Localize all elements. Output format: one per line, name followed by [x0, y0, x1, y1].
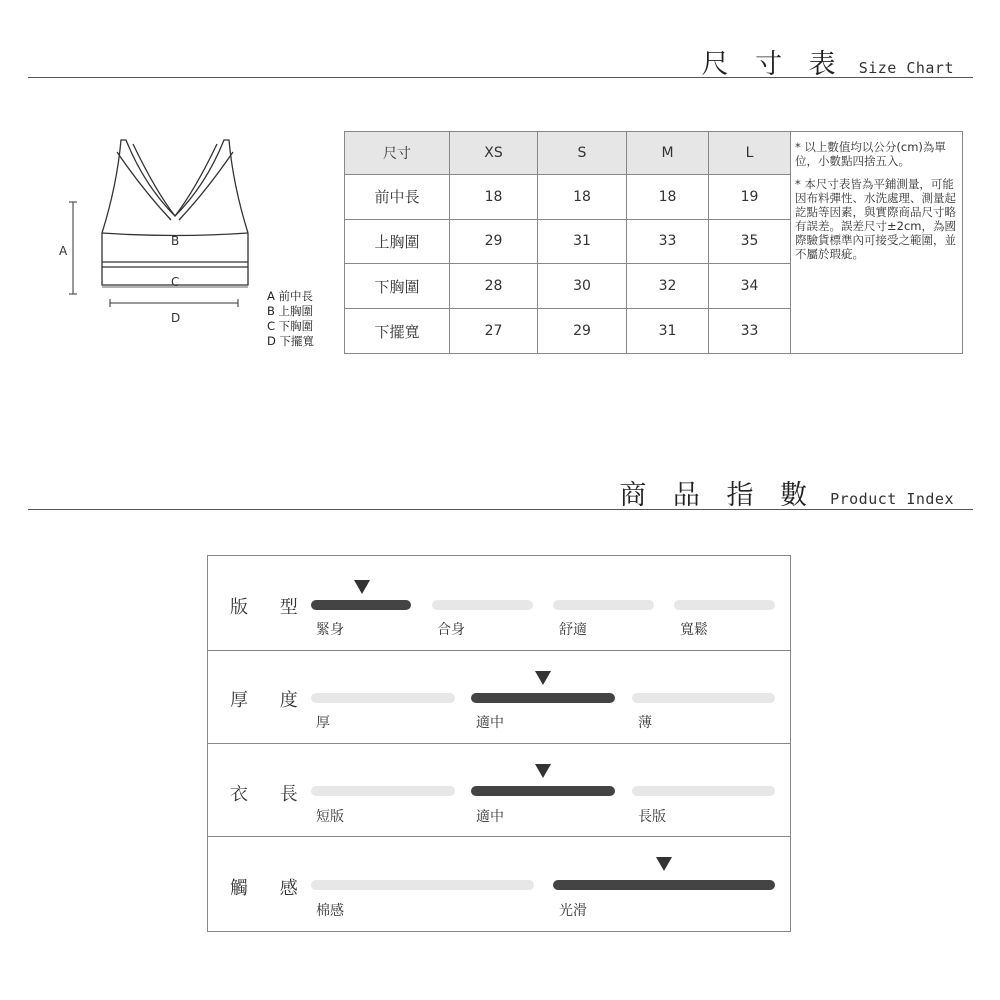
product-index-subtitle: Product Index [830, 490, 954, 508]
note-units: * 以上數值均以公分(cm)為單位，小數點四捨五入。 [795, 140, 946, 168]
index-option-label: 合身 [437, 622, 465, 638]
index-option-label: 厚 [316, 715, 330, 731]
diagram-label-b: B [171, 234, 180, 248]
table-cell: 18 [538, 174, 627, 219]
table-header-cell: XS [450, 132, 538, 175]
table-row [345, 264, 791, 309]
index-bar [432, 600, 533, 610]
index-bar [311, 786, 455, 796]
diagram-label-a: A [59, 244, 68, 258]
table-cell: 29 [450, 219, 538, 264]
index-option-label: 薄 [638, 715, 652, 731]
product-index-divider [28, 509, 973, 510]
table-header-cell: S [538, 132, 627, 175]
index-row-name: 厚 度 [230, 690, 311, 711]
index-row-texture [208, 837, 790, 931]
selected-marker-icon [535, 764, 551, 778]
index-row-name: 觸 感 [230, 878, 311, 899]
legend-item: A 前中長 [267, 289, 314, 303]
product-index-header [619, 473, 954, 512]
diagram-label-c: C [171, 275, 180, 289]
table-header-row [345, 132, 791, 175]
index-bar [311, 693, 455, 703]
table-cell: 31 [538, 219, 627, 264]
table-cell: 33 [627, 219, 709, 264]
index-bar-selected [471, 693, 615, 703]
size-chart-divider [28, 77, 973, 78]
index-bar-selected [553, 880, 775, 890]
index-option-label: 適中 [476, 715, 504, 731]
index-option-label: 舒適 [559, 622, 587, 638]
index-option-label: 緊身 [316, 622, 344, 638]
index-option-label: 寬鬆 [680, 622, 708, 638]
table-cell: 35 [709, 219, 791, 264]
size-chart-header [702, 42, 954, 81]
table-cell: 32 [627, 264, 709, 309]
index-bar [311, 880, 534, 890]
table-cell: 33 [709, 309, 791, 354]
table-cell: 27 [450, 309, 538, 354]
table-row [345, 174, 791, 219]
size-chart-subtitle: Size Chart [858, 59, 954, 77]
index-option-label: 光滑 [559, 903, 587, 919]
selected-marker-icon [354, 580, 370, 594]
table-cell: 34 [709, 264, 791, 309]
diagram-legend [267, 289, 314, 349]
table-header-cell: M [627, 132, 709, 175]
table-cell: 28 [450, 264, 538, 309]
table-row [345, 219, 791, 264]
diagram-label-d: D [171, 311, 181, 325]
note-tolerance: * 本尺寸表皆為平鋪測量，可能因布料彈性、水洗處理、測量起訖點等因素，與實際商品尺寸略有誤差。誤差尺寸±2cm，為國際驗貨標準內可接受之範圍，並不屬於瑕疵。 [795, 177, 956, 261]
index-bar [553, 600, 654, 610]
table-cell: 31 [627, 309, 709, 354]
product-index-panel [207, 555, 791, 932]
legend-item: B 上胸圍 [267, 304, 314, 318]
table-header-cell: L [709, 132, 791, 175]
table-cell: 18 [627, 174, 709, 219]
table-cell: 18 [450, 174, 538, 219]
size-notes [789, 131, 963, 354]
index-row-name: 衣 長 [230, 784, 311, 805]
index-bar [674, 600, 775, 610]
index-row-fit [208, 556, 790, 651]
index-row-length [208, 744, 790, 837]
index-row-name: 版 型 [230, 597, 311, 618]
garment-diagram-icon [55, 130, 265, 330]
size-table [344, 131, 791, 354]
index-option-label: 長版 [638, 809, 666, 825]
table-row-label: 下擺寬 [345, 309, 450, 354]
table-cell: 30 [538, 264, 627, 309]
index-bar [632, 693, 775, 703]
index-row-thickness [208, 651, 790, 744]
table-cell: 29 [538, 309, 627, 354]
table-row-label: 上胸圍 [345, 219, 450, 264]
index-bar [632, 786, 775, 796]
table-row [345, 309, 791, 354]
index-bar-selected [471, 786, 615, 796]
legend-item: C 下胸圍 [267, 319, 314, 333]
table-row-label: 下胸圍 [345, 264, 450, 309]
table-cell: 19 [709, 174, 791, 219]
index-bar-selected [311, 600, 411, 610]
selected-marker-icon [656, 857, 672, 871]
product-index-title: 商 品 指 數 [619, 480, 817, 511]
table-header-cell: 尺寸 [345, 132, 450, 175]
selected-marker-icon [535, 671, 551, 685]
table-row-label: 前中長 [345, 174, 450, 219]
size-chart-title: 尺 寸 表 [701, 49, 845, 80]
index-option-label: 適中 [476, 809, 504, 825]
index-option-label: 棉感 [316, 903, 344, 919]
legend-item: D 下擺寬 [267, 334, 315, 348]
index-option-label: 短版 [316, 809, 344, 825]
